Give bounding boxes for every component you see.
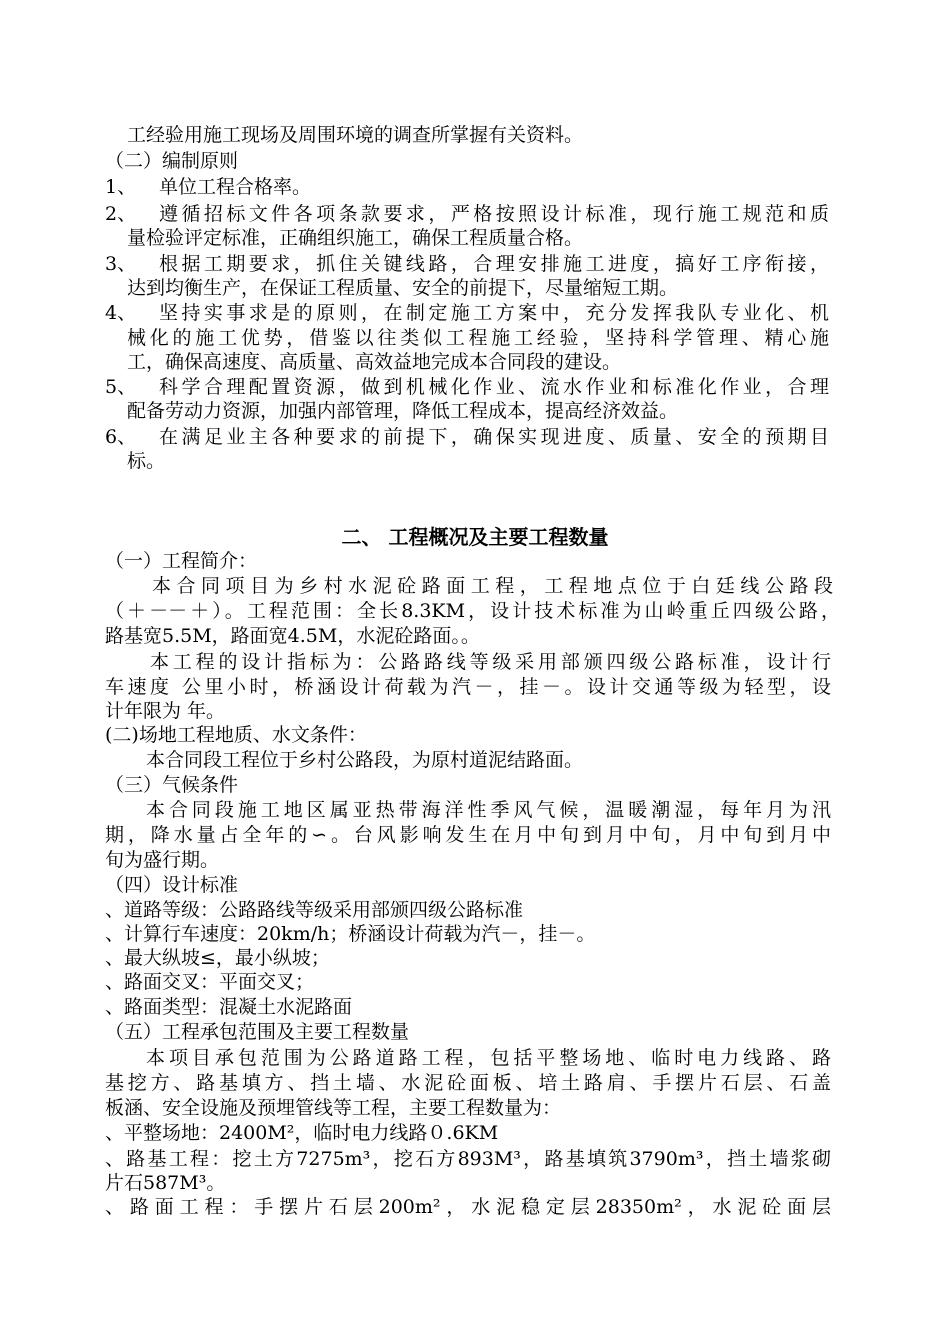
section-heading: （四）设计标准 <box>105 874 239 896</box>
paragraph-line: 基挖方、路基填方、挡土墙、水泥砼面板、培土路肩、手摆片石层、石盖 <box>105 1072 831 1094</box>
list-item-text: 工，确保高速度、高质量、高效益地完成本合同段的建设。 <box>127 351 622 373</box>
paragraph-line: 车速度 公里小时，桥涵设计荷载为汽－，挂－。设计交通等级为轻型，设 <box>105 676 831 698</box>
list-item-text: 械化的施工优势，借鉴以往类似工程施工经验，坚持科学管理、精心施 <box>127 327 829 349</box>
list-number: 4、 <box>105 302 137 324</box>
list-item-text: 单位工程合格率。 <box>159 176 312 198</box>
paragraph-line: 板涵、安全设施及预埋管线等工程，主要工程数量为： <box>105 1097 562 1119</box>
list-item-text: 标。 <box>127 450 166 472</box>
paragraph-line: （＋－－＋）。工程范围：全长8.3KM，设计技术标准为山岭重丘四级公路， <box>105 600 840 622</box>
paragraph-line: 本工程的设计指标为：公路路线等级采用部颁四级公路标准，设计行 <box>150 651 831 673</box>
list-item-text: 根据工期要求，抓住关键线路，合理安排施工进度，搞好工序衔接， <box>159 253 829 275</box>
section-heading: (二)场地工程地质、水文条件： <box>105 724 367 746</box>
list-item-text: 遵循招标文件各项条款要求，严格按照设计标准，现行施工规范和质 <box>159 203 829 225</box>
paragraph-line: 路基宽5.5M，路面宽4.5M，水泥砼路面。。 <box>105 625 480 647</box>
paragraph-line: 本项目承包范围为公路道路工程，包括平整场地、临时电力线路、路 <box>146 1047 831 1069</box>
list-item-text: 、计算行车速度：20km/h；桥涵设计荷载为汽－，挂－。 <box>105 923 596 945</box>
section-heading: （二）编制原则 <box>105 150 239 172</box>
list-item-text: 、路基工程：挖土方7275m³，挖石方893M³，路基填筑3790m³，挡土墙浆砌 <box>105 1148 831 1170</box>
list-item-text: 、最大纵坡≤，最小纵坡； <box>105 947 330 969</box>
chapter-title: 二、 工程概况及主要工程数量 <box>341 525 609 549</box>
paragraph-line: 本合同段施工地区属亚热带海洋性季风气候，温暖潮湿，每年月为汛 <box>146 799 831 821</box>
list-number: 1、 <box>105 176 137 198</box>
list-number: 5、 <box>105 376 137 398</box>
paragraph-line: 本合同段工程位于乡村公路段，为原村道泥结路面。 <box>146 749 584 771</box>
list-item-text: 量检验评定标准，正确组织施工，确保工程质量合格。 <box>127 227 584 249</box>
list-number: 6、 <box>105 426 137 448</box>
section-heading: （一）工程简介： <box>105 550 258 572</box>
list-item-text: 、道路等级：公路路线等级采用部颁四级公路标准 <box>105 899 524 921</box>
section-heading: （五）工程承包范围及主要工程数量 <box>105 1021 410 1043</box>
list-item-text: 、路面类型：混凝土水泥路面 <box>105 996 353 1018</box>
paragraph-line: 计年限为 年。 <box>105 700 226 722</box>
list-item-text: 、平整场地：2400M²，临时电力线路０.6KM <box>105 1122 499 1144</box>
paragraph-line: 期，降水量占全年的∽。台风影响发生在月中旬到月中旬，月中旬到月中 <box>105 824 831 846</box>
list-item-text: 达到均衡生产，在保证工程质量、安全的前提下，尽量缩短工期。 <box>127 277 679 299</box>
section-heading: （三）气候条件 <box>105 774 239 796</box>
list-item-text: 在满足业主各种要求的前提下，确保实现进度、质量、安全的预期目 <box>159 426 829 448</box>
paragraph-line: 本合同项目为乡村水泥砼路面工程，工程地点位于白廷线公路段 <box>152 575 833 597</box>
list-item-text: 配备劳动力资源，加强内部管理，降低工程成本，提高经济效益。 <box>127 400 679 422</box>
list-number: 2、 <box>105 203 137 225</box>
list-item-text: 、路面工程：手摆片石层200m²，水泥稳定层28350m²，水泥砼面层 <box>105 1196 831 1218</box>
paragraph-line: 旬为盛行期。 <box>105 849 220 871</box>
list-number: 3、 <box>105 253 137 275</box>
list-item-text: 科学合理配置资源，做到机械化作业、流水作业和标准化作业，合理 <box>159 376 829 398</box>
list-item-text: 坚持实事求是的原则，在制定施工方案中，充分发挥我队专业化、机 <box>159 302 829 324</box>
paragraph-line: 工经验用施工现场及周围环境的调查所掌握有关资料。 <box>127 124 584 146</box>
list-item-text: 、路面交叉：平面交叉； <box>105 971 315 993</box>
list-item-text: 片石587M³。 <box>105 1172 226 1194</box>
